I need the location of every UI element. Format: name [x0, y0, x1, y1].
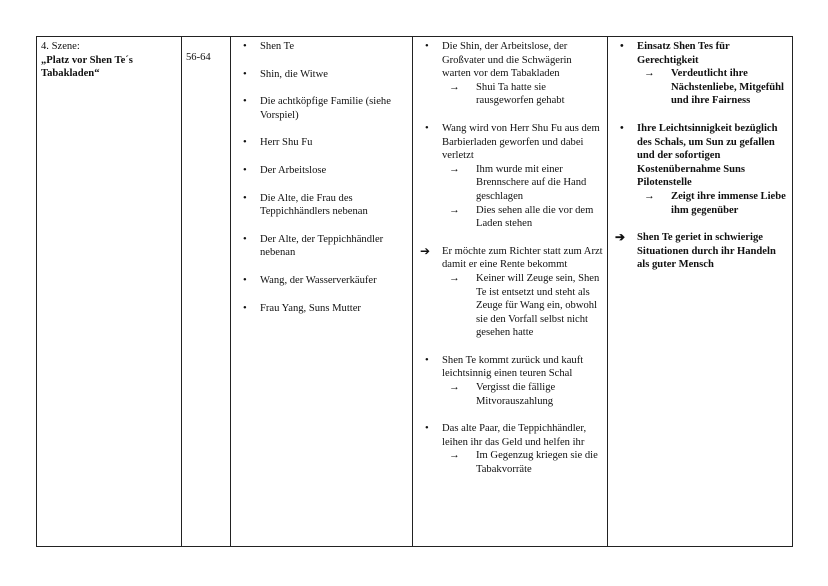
- character-name: Herr Shu Fu: [260, 137, 313, 149]
- characters-cell: [231, 37, 413, 547]
- sub-list-item: [442, 163, 603, 204]
- list-item: [417, 245, 603, 340]
- item-text: Einsatz Shen Tes für Gerechtigkeit: [637, 41, 730, 66]
- bullet-icon: •: [243, 192, 247, 204]
- sub-list: [637, 67, 788, 108]
- arrow-icon: →: [449, 450, 460, 462]
- arrow-icon: →: [449, 382, 460, 394]
- characters-list: [235, 40, 408, 315]
- list-item: [235, 136, 408, 150]
- list-item: [235, 95, 408, 122]
- item-text: Ihre Leichtsinnigkeit bezüglich des Schals, um Sun zu gefallen und der sofortigen Kostenübernahme Suns Pilotenstelle: [637, 122, 778, 189]
- sub-list-item: [637, 190, 788, 217]
- bullet-icon: •: [243, 274, 247, 286]
- sub-list: [442, 272, 603, 340]
- arrow-icon: →: [644, 68, 655, 80]
- list-item: [612, 40, 788, 108]
- sub-list-item: [442, 381, 603, 408]
- list-item: [235, 68, 408, 82]
- list-item: [235, 274, 408, 288]
- arrow-icon: →: [449, 163, 460, 175]
- bullet-icon: •: [425, 354, 429, 366]
- arrow-icon: →: [644, 190, 655, 202]
- list-item: [612, 231, 788, 272]
- events-cell: [413, 37, 608, 547]
- bullet-icon: •: [425, 122, 429, 134]
- sub-list: [442, 381, 603, 408]
- sub-item-text: Dies sehen alle die vor dem Laden stehen: [476, 204, 594, 230]
- sub-item-text: Verdeutlicht ihre Nächstenliebe, Mitgefühl und ihre Fairness: [671, 68, 784, 107]
- list-item: [612, 122, 788, 217]
- scene-table: [36, 36, 793, 547]
- bullet-icon: •: [620, 122, 624, 134]
- sub-item-text: Keiner will Zeuge sein, Shen Te ist entsetzt und steht als Zeuge für Wang ein, obwohl sie den Vorfall selbst nicht gesehen hatte: [476, 272, 600, 339]
- pages-cell: [182, 37, 231, 547]
- item-text: Shen Te kommt zurück und kauft leichtsinnig einen teuren Schal: [442, 354, 584, 380]
- bold-arrow-icon: ➔: [420, 243, 431, 258]
- list-item: [417, 422, 603, 476]
- character-name: Der Alte, der Teppichhändler nebenan: [260, 233, 384, 259]
- arrow-icon: →: [449, 81, 460, 93]
- character-name: Frau Yang, Suns Mutter: [260, 302, 361, 314]
- character-name: Die Alte, die Frau des Teppichhändlers nebenan: [260, 192, 368, 218]
- list-item: [417, 354, 603, 408]
- list-item: [235, 233, 408, 260]
- list-item: [235, 164, 408, 178]
- analysis-list: [612, 40, 788, 272]
- character-name: Shen Te: [260, 41, 295, 52]
- sub-item-text: Zeigt ihre immense Liebe ihm gegenüber: [671, 190, 786, 216]
- item-text: Das alte Paar, die Teppichhändler, leihen ihr das Geld und helfen ihr: [442, 423, 587, 448]
- sub-item-text: Ihm wurde mit einer Brennschere auf die Hand geschlagen: [476, 163, 587, 202]
- arrow-icon: →: [449, 204, 460, 216]
- events-list: [417, 40, 603, 477]
- sub-list: [637, 190, 788, 217]
- sub-list-item: [442, 449, 603, 476]
- sub-list-item: [442, 81, 603, 108]
- item-text: Shen Te geriet in schwierige Situationen durch ihr Handeln als guter Mensch: [637, 232, 776, 271]
- sub-item-text: Vergisst die fällige Mitvorauszahlung: [476, 382, 556, 407]
- list-item: [235, 192, 408, 219]
- list-item: [417, 40, 603, 108]
- bullet-icon: •: [243, 41, 247, 52]
- character-name: Der Arbeitslose: [260, 164, 327, 176]
- bullet-icon: •: [620, 41, 624, 52]
- sub-item-text: Shui Ta hatte sie rausgeworfen gehabt: [476, 81, 565, 107]
- item-text: Er möchte zum Richter statt zum Arzt damit er eine Rente bekommt: [442, 245, 603, 271]
- sub-item-text: Im Gegenzug kriegen sie die Tabakvorräte: [476, 450, 598, 476]
- page-range: 56-64: [186, 52, 211, 63]
- character-name: Shin, die Witwe: [260, 68, 328, 80]
- sub-list: [442, 81, 603, 108]
- bullet-icon: •: [425, 423, 429, 435]
- bullet-icon: •: [425, 41, 429, 52]
- bullet-icon: •: [243, 233, 247, 245]
- scene-label: 4. Szene:: [41, 41, 80, 52]
- scene-title: „Platz vor Shen Te´s Tabakladen“: [41, 54, 133, 80]
- bullet-icon: •: [243, 68, 247, 80]
- scene-cell: [37, 37, 182, 547]
- arrow-icon: →: [449, 272, 460, 284]
- list-item: [235, 302, 408, 316]
- bullet-icon: •: [243, 137, 247, 149]
- item-text: Wang wird von Herr Shu Fu aus dem Barbierladen geworfen und dabei verletzt: [442, 122, 600, 162]
- sub-list: [442, 163, 603, 231]
- sub-list-item: [442, 272, 603, 340]
- list-item: [417, 122, 603, 231]
- character-name: Die achtköpfige Familie (siehe Vorspiel): [260, 96, 391, 121]
- item-text: Die Shin, der Arbeitslose, der Großvater und die Schwägerin warten vor dem Tabakladen: [442, 41, 572, 80]
- analysis-cell: [608, 37, 793, 547]
- list-item: [235, 40, 408, 54]
- character-name: Wang, der Wasserverkäufer: [260, 274, 377, 286]
- bullet-icon: •: [243, 302, 247, 314]
- sub-list: [442, 449, 603, 476]
- bullet-icon: •: [243, 96, 247, 108]
- table-row: [37, 37, 793, 547]
- sub-list-item: [442, 204, 603, 231]
- bullet-icon: •: [243, 164, 247, 176]
- bold-arrow-icon: ➔: [615, 230, 626, 245]
- sub-list-item: [637, 67, 788, 108]
